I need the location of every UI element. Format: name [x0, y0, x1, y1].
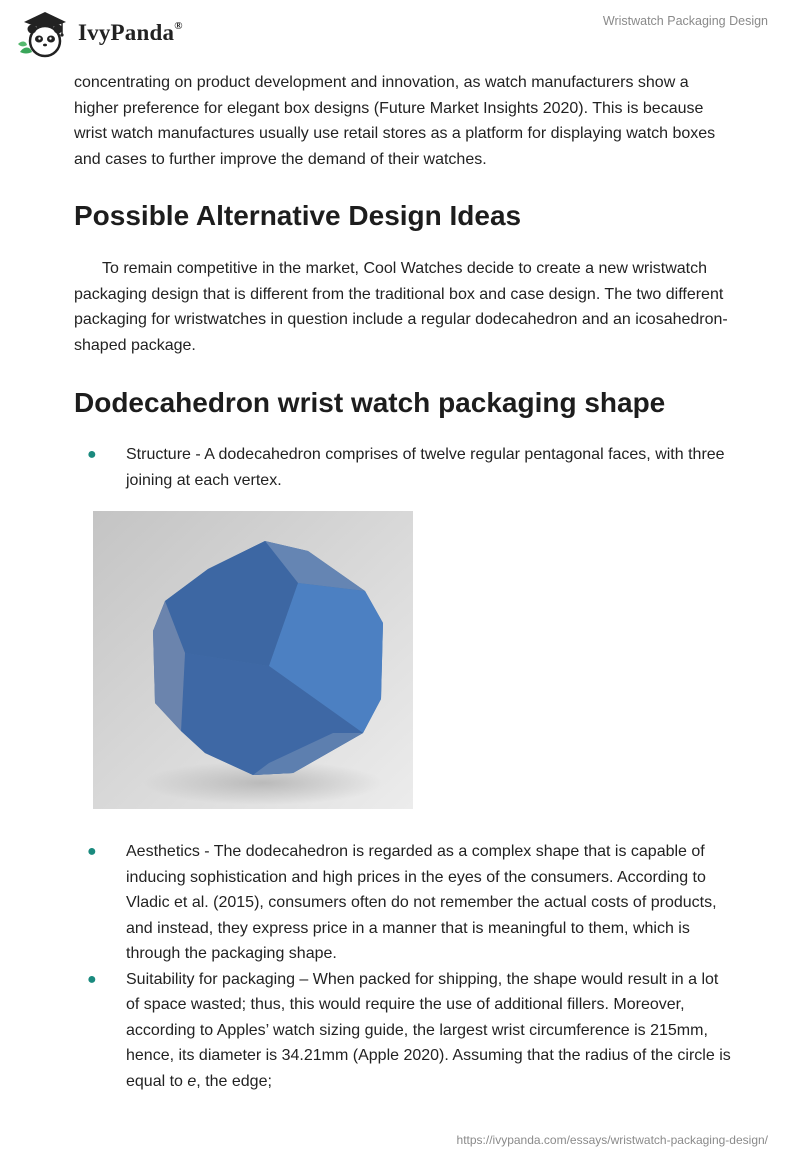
structure-text: Structure - A dodecahedron comprises of twelve regular pentagonal faces, with three joining at each vertex. [126, 446, 725, 489]
list-item-aesthetics [74, 839, 734, 967]
dodecahedron-image [93, 511, 413, 809]
essay-content [74, 70, 734, 1094]
source-url[interactable]: https://ivypanda.com/essays/wristwatch-packaging-design/ [456, 1133, 768, 1147]
list-item-suitability [74, 967, 734, 1095]
alternatives-paragraph: To remain competitive in the market, Cool Watches decide to create a new wristwatch packaging design that is different from the traditional box and case design. The two different packaging for wristwatches in question include a regular dodecahedron and an icosahedron-shaped package. [74, 260, 728, 354]
ivypanda-logo-icon[interactable] [14, 8, 76, 62]
registered-mark: ® [174, 20, 183, 33]
page-header [0, 0, 800, 70]
heading-alternative-design-ideas: Possible Alternative Design Ideas [74, 200, 522, 231]
aesthetics-text: Aesthetics - The dodecahedron is regarded as a complex shape that is capable of inducing sophistication and high prices in the eyes of the consumers. According to Vladic et al. (2015), consumers often do not remember the actual costs of products, and instead, they express price in a manner that is meaningful to them, which is through the packaging shape. [126, 843, 717, 962]
suitability-text: Suitability for packaging – When packed for shipping, the shape would result in a lot of space wasted; thus, this would require the use of additional fillers. Moreover, according to Apples’ watch sizing guide, the largest wrist circumference is 215mm, hence, its diameter is 34.21mm (Apple 2020). Assuming that the radius of the circle is equal to [126, 970, 731, 1090]
brand-text: IvyPanda [78, 20, 175, 45]
suitability-text-end: , the edge; [196, 1072, 272, 1090]
brand-name[interactable] [78, 20, 183, 46]
bullet-icon: ● [87, 843, 97, 860]
bullet-icon: ● [87, 446, 97, 463]
bullet-icon: ● [87, 970, 97, 988]
list-item-structure [74, 442, 734, 493]
structure-list [74, 442, 734, 493]
details-list [74, 839, 734, 1094]
document-title: Wristwatch Packaging Design [602, 14, 768, 28]
heading-dodecahedron-shape: Dodecahedron wrist watch packaging shape [74, 387, 666, 418]
intro-paragraph: concentrating on product development and innovation, as watch manufacturers show a higher preference for elegant box designs (Future Market Insights 2020). This is because wrist watch manufactures usually use retail stores as a platform for displaying watch boxes and cases to further improve the demand of their watches. [74, 74, 716, 168]
edge-variable: e [187, 1072, 197, 1090]
